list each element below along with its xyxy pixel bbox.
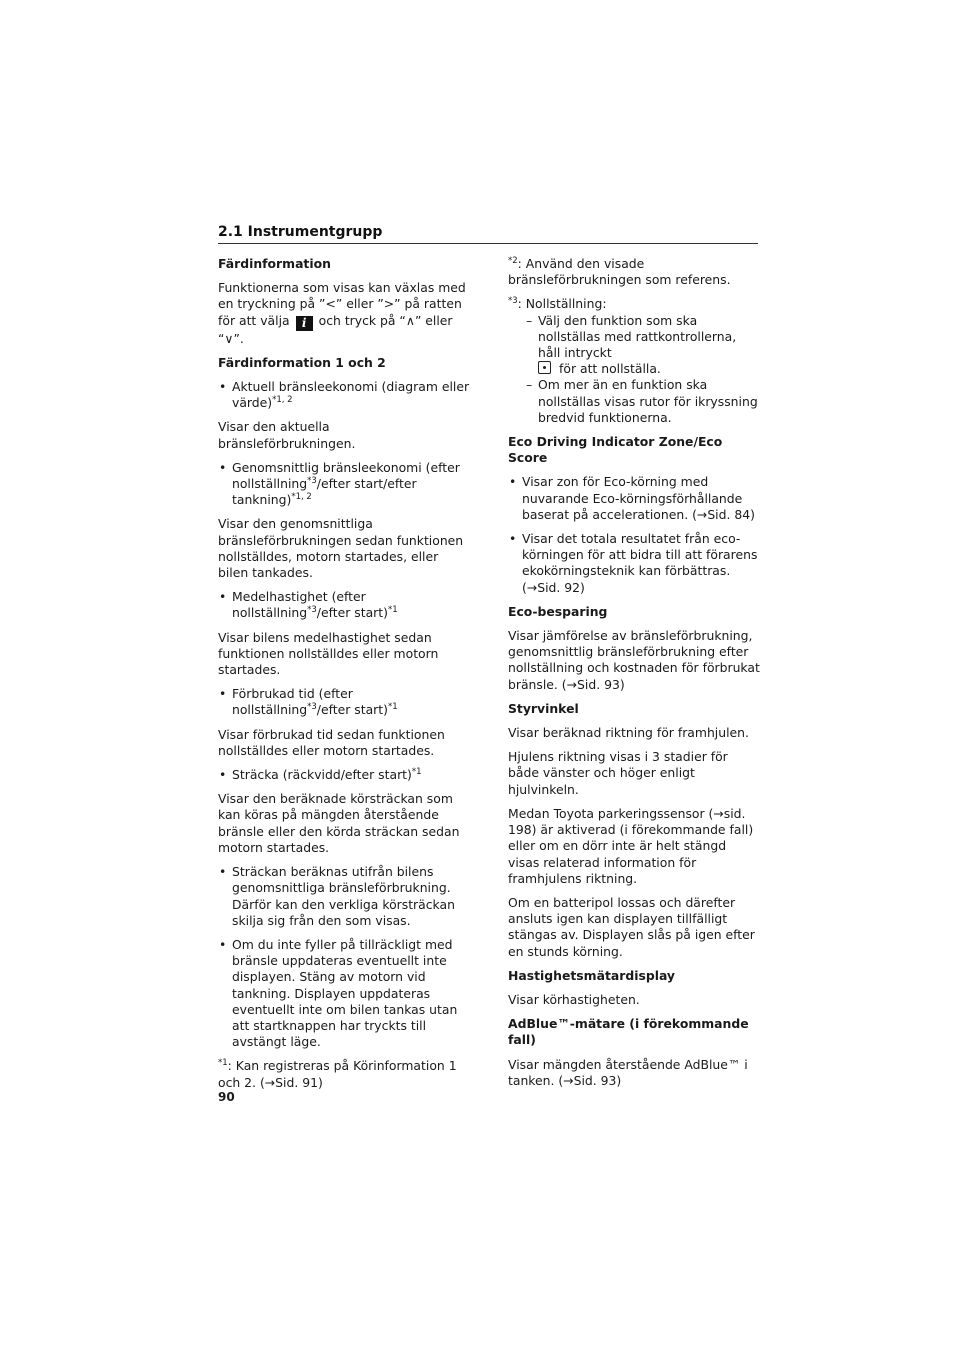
footnote-text: : Nollställning: <box>517 296 607 312</box>
intro-text-a: Funktionerna som visas kan växlas med en tryckning på ”<” eller ”>” på ratten för att välja <box>218 280 466 328</box>
dash-mark: – <box>526 377 533 393</box>
heading-eco-driving: Eco Driving Indicator Zone/Eco Score <box>508 434 723 466</box>
footnote-ref: *1 <box>387 605 398 616</box>
list-item-average-economy <box>218 460 470 509</box>
footnote-text: : Använd den visade bränsleförbrukningen som referens. <box>508 256 731 288</box>
footnote-ref: *1 <box>387 702 398 713</box>
footnote-ref: *3 <box>307 476 317 487</box>
info-icon: i <box>296 316 313 331</box>
footnote-ref: *1 <box>411 767 422 778</box>
footnote-ref: *3 <box>307 702 317 713</box>
page-number: 90 <box>218 1090 235 1104</box>
list-item-elapsed-time <box>218 686 470 718</box>
list-item-current-economy <box>218 379 470 411</box>
footnote-mark: *2 <box>508 256 518 266</box>
left-column <box>218 256 470 1099</box>
heading-eco-besparing: Eco-besparing <box>508 603 608 619</box>
bullet-text: Sträcka (räckvidd/efter start) <box>232 767 412 783</box>
footnote-text: : Kan registreras på Körinformation 1 och 2. (→Sid. 91) <box>218 1058 457 1090</box>
intro-paragraph <box>218 280 470 347</box>
bullet-text: Aktuell bränsleekonomi (diagram eller värde) <box>232 379 470 411</box>
paragraph-distance: Visar den beräknade körsträckan som kan köras på mängden återstående bränsle eller den körda sträckan sedan motorn startades. <box>218 791 460 855</box>
bullet-text: /efter start/efter tankning) <box>232 476 417 508</box>
bullet-text: /efter start) <box>316 605 388 621</box>
heading-fardinformation-1-2: Färdinformation 1 och 2 <box>218 354 386 370</box>
paragraph-styrvinkel-3: Medan Toyota parkeringssensor (→sid. 198) är aktiverad (i förekommande fall) eller om en dörr inte är helt stängd visas relaterad information för framhjulens riktning. <box>508 805 754 886</box>
footnote-mark: *3 <box>508 296 518 307</box>
list-item-eco-score: • Visar det totala resultatet från eco-körningen för att bidra till att förarens ekokörningsteknik kan förbättras. (→Sid. 92) <box>508 531 760 596</box>
list-item-distance-note-1: • Sträckan beräknas utifrån bilens genomsnittliga bränsleförbrukning. Därför kan den verkliga körsträckan skilja sig från den som visas. <box>218 864 470 929</box>
paragraph-eco-besparing: Visar jämförelse av bränsleförbrukning, genomsnittlig bränsleförbrukning efter nollställning och kostnaden för förbrukat bränsle. (→Sid. 93) <box>508 628 760 692</box>
dash-text: Välj den funktion som ska nollställas med rattkontrollerna, håll intryckt <box>538 312 737 361</box>
bullet-text: Genomsnittlig bränsleekonomi (efter nollställning <box>232 459 460 492</box>
dash-mark: – <box>526 312 533 328</box>
right-column <box>508 256 760 1097</box>
list-item-eco-zone: • Visar zon för Eco-körning med nuvarande Eco-körningsförhållande baserat på accelerationen. (→Sid. 84) <box>508 474 760 523</box>
paragraph-average-economy: Visar den genomsnittliga bränsleförbrukningen sedan funktionen nollställdes, motorn startades, eller bilen tankades. <box>218 516 464 581</box>
footnote-2 <box>508 256 760 288</box>
reset-step-2 <box>508 377 760 426</box>
paragraph-average-speed: Visar bilens medelhastighet sedan funktionen nollställdes eller motorn startades. <box>218 629 439 678</box>
footnote-ref: *1, 2 <box>291 492 312 503</box>
bullet-text: Medelhastighet (efter nollställning <box>232 589 366 621</box>
paragraph-elapsed-time: Visar förbrukad tid sedan funktionen nollställdes eller motorn startades. <box>218 726 445 758</box>
heading-adblue: AdBlue™-mätare (i förekommande fall) <box>508 1016 749 1048</box>
footnote-mark: *1 <box>218 1058 228 1069</box>
bullet-text: /efter start) <box>316 702 388 718</box>
up-arrow-icon: ∧ <box>405 312 415 328</box>
paragraph-styrvinkel-1: Visar beräknad riktning för framhjulen. <box>508 725 749 741</box>
ok-button-icon <box>538 361 551 374</box>
list-item-average-speed <box>218 589 470 621</box>
footnote-ref: *3 <box>307 605 317 616</box>
dash-text: för att nollställa. <box>559 361 661 377</box>
dash-text: Om mer än en funktion ska nollställas visas rutor för ikryssning bredvid funktionerna. <box>538 377 758 425</box>
list-item-distance <box>218 767 470 783</box>
list-item-distance-note-2: • Om du inte fyller på tillräckligt med bränsle uppdateras eventuellt inte displayen. Stäng av motorn vid tankning. Displayen uppdateras eventuellt inte om bilen tankas utan att startknappen har tryckts till avstängt läge. <box>218 937 470 1050</box>
section-header: 2.1 Instrumentgrupp <box>218 224 758 244</box>
paragraph-current-economy: Visar den aktuella bränsleförbrukningen. <box>218 419 356 451</box>
heading-styrvinkel: Styrvinkel <box>508 700 579 716</box>
footnote-1 <box>218 1058 470 1090</box>
down-arrow-icon: ∨ <box>224 330 234 346</box>
paragraph-styrvinkel-2: Hjulens riktning visas i 3 stadier för både vänster och höger enligt hjulvinkeln. <box>508 749 728 797</box>
heading-fardinformation: Färdinformation <box>218 256 331 271</box>
paragraph-hastighet: Visar körhastigheten. <box>508 991 640 1007</box>
paragraph-adblue: Visar mängden återstående AdBlue™ i tanken. (→Sid. 93) <box>508 1056 748 1088</box>
reset-step-1 <box>508 313 760 378</box>
footnote-ref: *1, 2 <box>272 395 293 406</box>
bullet-text: Förbrukad tid (efter nollställning <box>232 686 353 718</box>
footnote-3 <box>508 296 760 312</box>
intro-text-d: ”. <box>233 330 244 346</box>
heading-hastighetsmatardisplay: Hastighetsmätardisplay <box>508 967 676 983</box>
paragraph-styrvinkel-4: Om en batteripol lossas och därefter ansluts igen kan displayen tillfälligt stängas av. Displayen slås på igen efter en stunds körning. <box>508 894 755 959</box>
intro-text-b: och tryck på “ <box>318 312 406 328</box>
intro-text-c: ” eller “ <box>218 312 453 346</box>
